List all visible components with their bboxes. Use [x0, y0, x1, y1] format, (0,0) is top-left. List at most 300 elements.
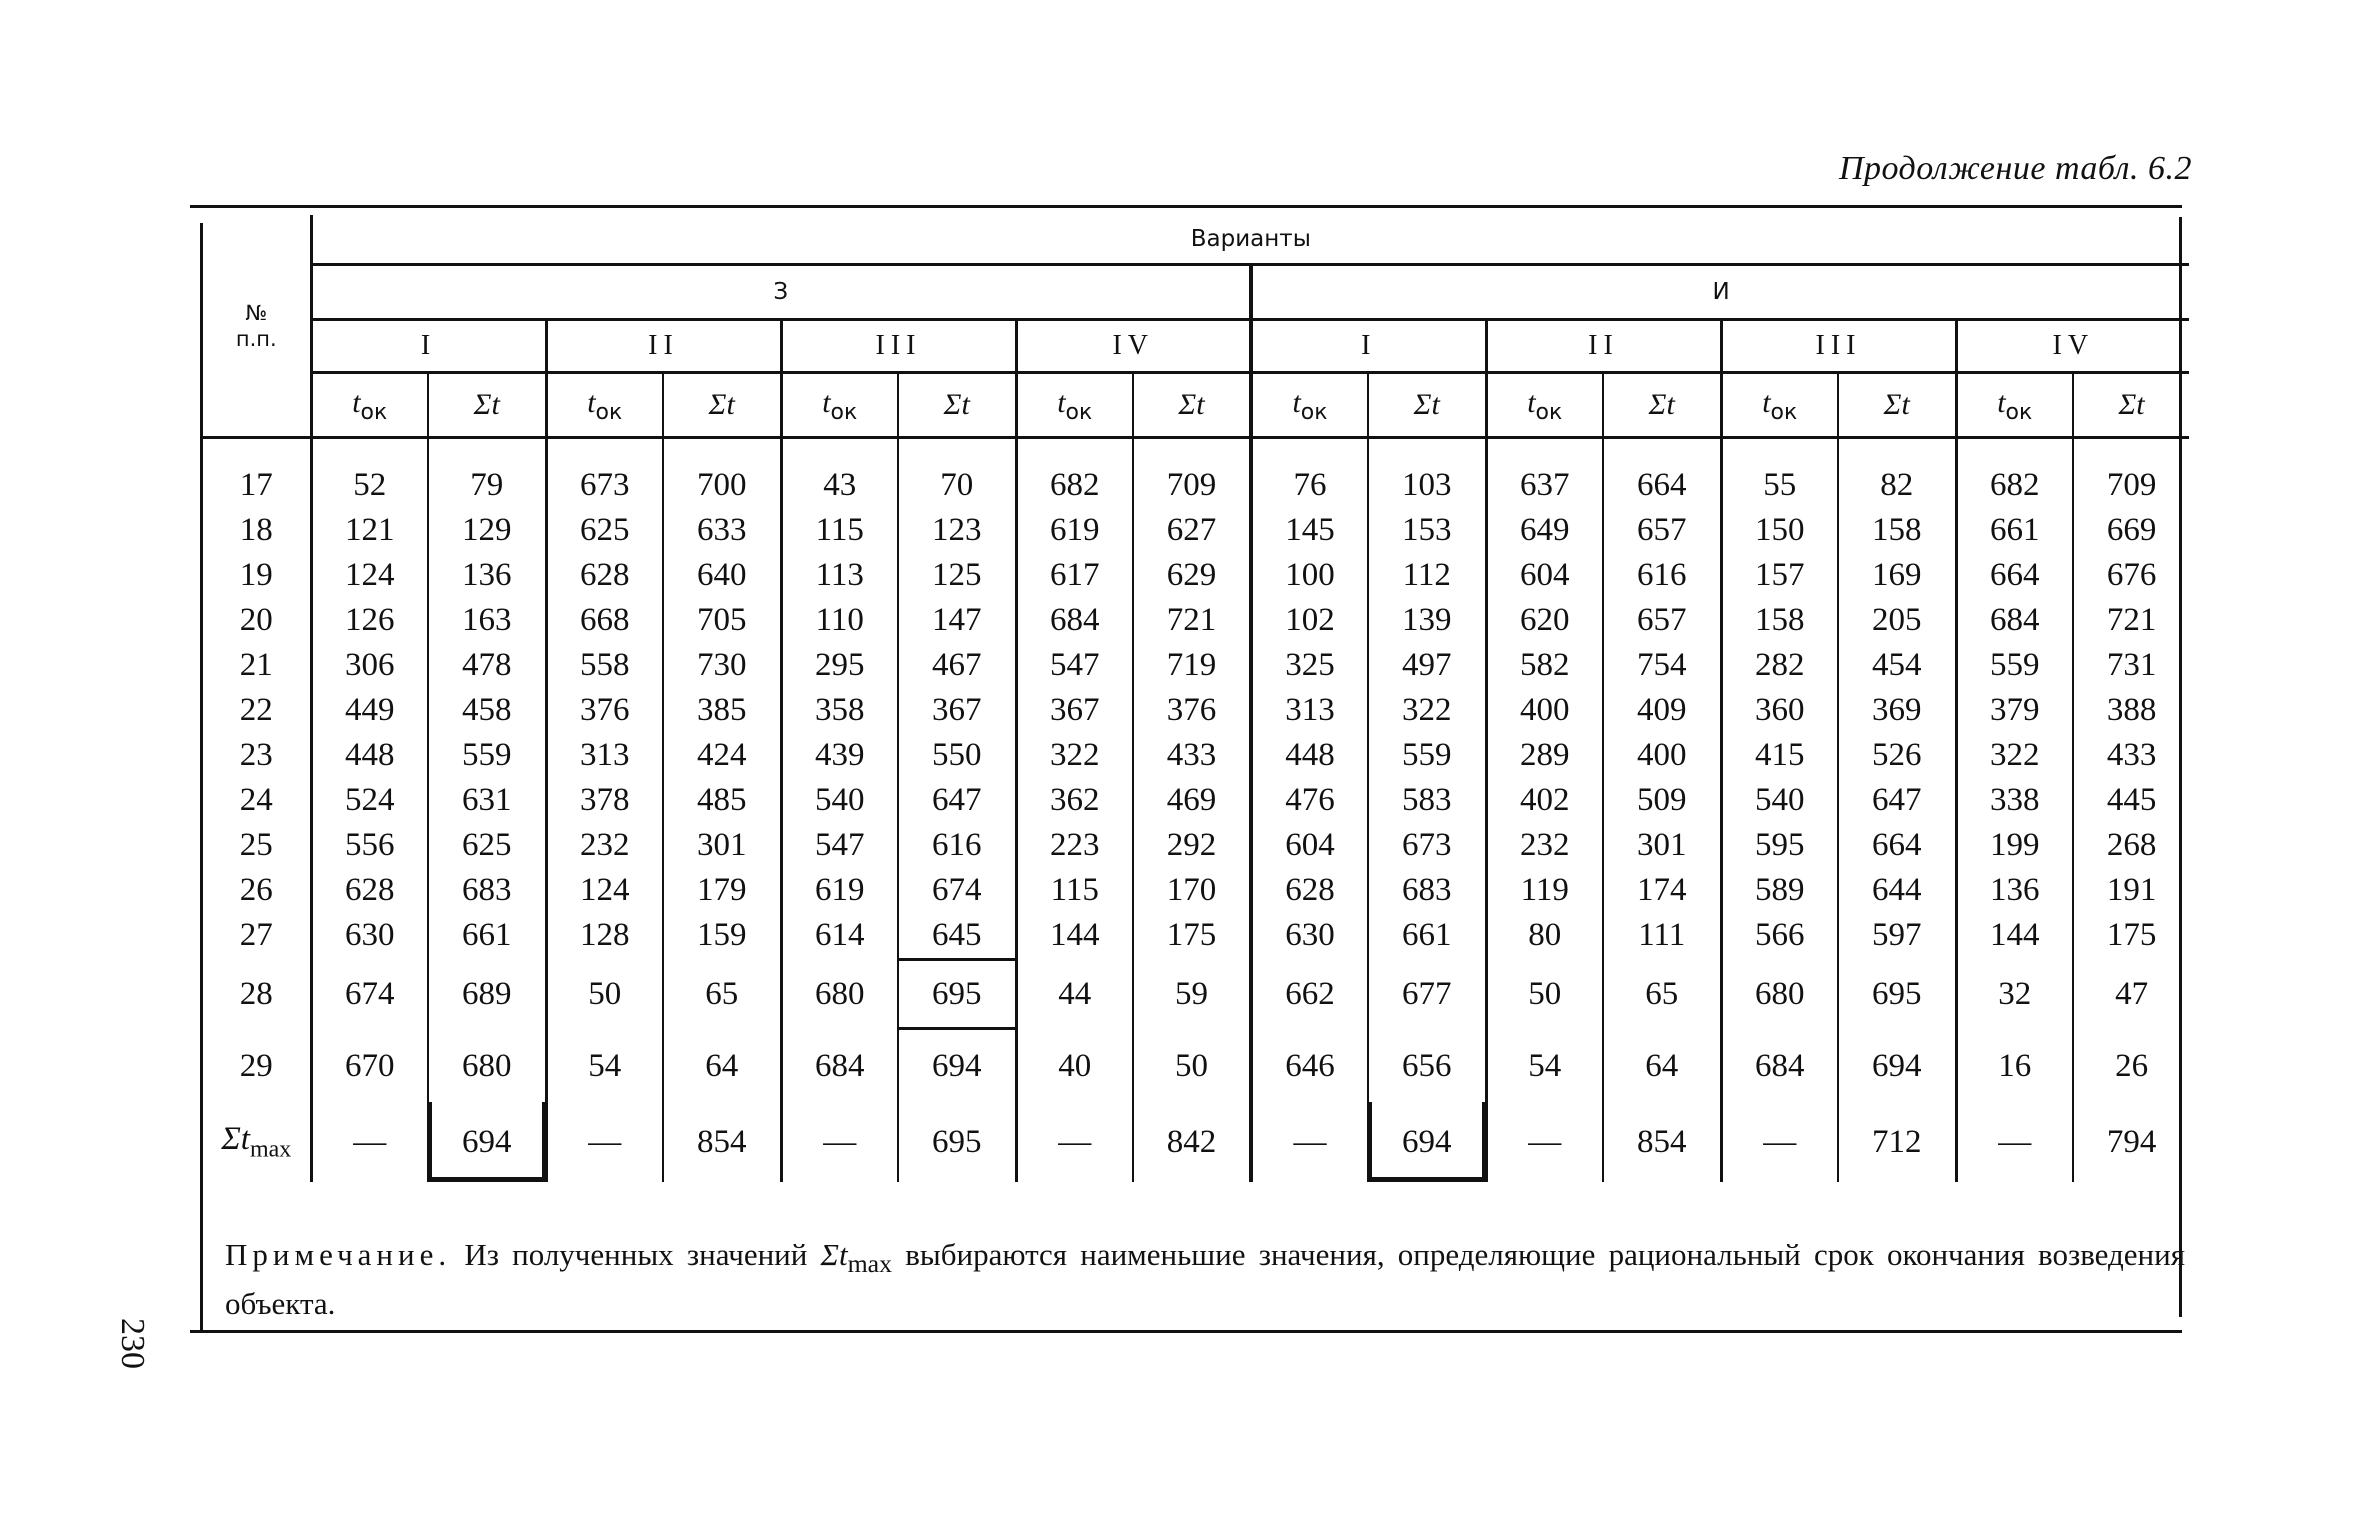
sum-max-symbol: Σt: [221, 1120, 250, 1157]
table-caption: Продолжение табл. 6.2: [1838, 150, 2192, 187]
table-cell: 604: [1251, 823, 1368, 868]
table-cell: 379: [1956, 688, 2073, 733]
col-header-sum-t: Σt: [1603, 373, 1721, 438]
col-header-sum-t: Σt: [1838, 373, 1956, 438]
note-symbol-sub: max: [847, 1249, 893, 1279]
table-cell: 695: [898, 958, 1016, 1030]
col-header-sum-t: Σt: [2073, 373, 2189, 438]
col-header-t-ok: [781, 373, 898, 438]
table-cell: 64: [1603, 1030, 1721, 1102]
table-cell: 301: [663, 823, 781, 868]
sum-max-cell: 854: [1603, 1102, 1721, 1182]
row-number: 28: [239, 975, 273, 1012]
table-cell: 485: [663, 778, 781, 823]
table-cell: 628: [311, 868, 428, 913]
table-cell: 424: [663, 733, 781, 778]
table-row: [203, 823, 2189, 868]
table-cell: 458: [428, 688, 546, 733]
table-cell: 325: [1251, 643, 1368, 688]
table-cell: 289: [1486, 733, 1603, 778]
table-cell: 595: [1721, 823, 1838, 868]
table-cell: 313: [546, 733, 663, 778]
table-cell: 448: [311, 733, 428, 778]
col-header-t-subscript: ок: [1300, 399, 1328, 425]
table-cell: 627: [1133, 508, 1251, 553]
table-cell: 415: [1721, 733, 1838, 778]
table-cell: 620: [1486, 598, 1603, 643]
table-cell: 637: [1486, 438, 1603, 509]
table-cell: 589: [1721, 868, 1838, 913]
table-cell: 360: [1721, 688, 1838, 733]
table-cell: 597: [1838, 913, 1956, 958]
table-cell: 709: [1133, 438, 1251, 509]
row-number: 19: [239, 557, 273, 593]
table-cell: 476: [1251, 778, 1368, 823]
table-cell: 709: [2073, 438, 2189, 509]
row-number: 24: [239, 782, 273, 818]
note-lead: Примечание.: [225, 1237, 452, 1272]
table-cell: 322: [1368, 688, 1486, 733]
table-cell: 338: [1956, 778, 2073, 823]
table-row: [203, 868, 2189, 913]
table-cell: 673: [1368, 823, 1486, 868]
col-header-t-subscript: ок: [360, 399, 388, 425]
table-cell: 400: [1486, 688, 1603, 733]
sum-max-cell: —: [1016, 1102, 1133, 1182]
table-cell: 128: [546, 913, 663, 958]
row-number: 17: [239, 467, 273, 503]
table-cell: 497: [1368, 643, 1486, 688]
table-cell: 661: [428, 913, 546, 958]
col-header-t-ok: [1486, 373, 1603, 438]
table-cell: 684: [1721, 1030, 1838, 1102]
sum-max-label: [203, 1102, 311, 1182]
table-cell: 583: [1368, 778, 1486, 823]
table-cell: 433: [2073, 733, 2189, 778]
table-cell: 668: [546, 598, 663, 643]
table-cell: 199: [1956, 823, 2073, 868]
table-cell: 657: [1603, 598, 1721, 643]
table-cell: 54: [1486, 1030, 1603, 1102]
table-cell: 282: [1721, 643, 1838, 688]
table-cell: 454: [1838, 643, 1956, 688]
table-cell: 385: [663, 688, 781, 733]
table-cell: 604: [1486, 553, 1603, 598]
table-cell: 50: [1133, 1030, 1251, 1102]
table-cell: 559: [428, 733, 546, 778]
table-cell: 115: [781, 508, 898, 553]
table-cell: 16: [1956, 1030, 2073, 1102]
table-cell: 647: [1838, 778, 1956, 823]
col-header-t-subscript: ок: [830, 399, 858, 425]
col-header-t-subscript: ок: [1770, 399, 1798, 425]
table-cell: 559: [1956, 643, 2073, 688]
col-header-sum-t: Σt: [1133, 373, 1251, 438]
table-row: [203, 508, 2189, 553]
bottom-rule: [190, 1330, 2182, 1333]
col-header-t-ok: [546, 373, 663, 438]
table-row: [203, 733, 2189, 778]
table-cell: 469: [1133, 778, 1251, 823]
table-cell: 388: [2073, 688, 2189, 733]
col-header-t-ok: [1721, 373, 1838, 438]
table-cell: 112: [1368, 553, 1486, 598]
table-cell: 32: [1956, 958, 2073, 1030]
table-cell: 439: [781, 733, 898, 778]
table-row: [203, 598, 2189, 643]
table-cell: 683: [1368, 868, 1486, 913]
table-cell: 153: [1368, 508, 1486, 553]
col-header-t-subscript: ок: [1065, 399, 1093, 425]
table-cell: 43: [781, 438, 898, 509]
row-number: 27: [239, 917, 273, 953]
table-cell: 157: [1721, 553, 1838, 598]
sum-max-cell: —: [1721, 1102, 1838, 1182]
col-header-t-symbol: t: [1762, 385, 1771, 419]
row-number: 26: [239, 872, 273, 908]
table-cell: 540: [781, 778, 898, 823]
table-cell: 448: [1251, 733, 1368, 778]
table-cell: 113: [781, 553, 898, 598]
table-cell: 119: [1486, 868, 1603, 913]
table-row: [203, 1030, 2189, 1102]
table-cell: 79: [428, 438, 546, 509]
table-cell: 689: [428, 958, 546, 1030]
row-number: 21: [239, 647, 273, 683]
table-row: [203, 643, 2189, 688]
top-rule: [190, 205, 2182, 208]
subvariant-header: III: [1721, 320, 1956, 373]
col-header-t-symbol: t: [587, 385, 596, 419]
row-number: 22: [239, 692, 273, 728]
table-cell: 559: [1368, 733, 1486, 778]
table-cell: 400: [1603, 733, 1721, 778]
table-cell: 676: [2073, 553, 2189, 598]
table-cell: 124: [546, 868, 663, 913]
table-cell: 630: [311, 913, 428, 958]
table-cell: 50: [1486, 958, 1603, 1030]
data-table: [203, 215, 2189, 1182]
sum-max-cell: 842: [1133, 1102, 1251, 1182]
table-row: [203, 958, 2189, 1030]
table-cell: 80: [1486, 913, 1603, 958]
note-symbol: Σt: [820, 1237, 848, 1272]
table-cell: 144: [1016, 913, 1133, 958]
table-cell: 102: [1251, 598, 1368, 643]
table-cell: 646: [1251, 1030, 1368, 1102]
table-cell: 179: [663, 868, 781, 913]
table-cell: 268: [2073, 823, 2189, 868]
table-cell: 124: [311, 553, 428, 598]
table-cell: 175: [2073, 913, 2189, 958]
table-cell: 478: [428, 643, 546, 688]
table-cell: 136: [1956, 868, 2073, 913]
table-cell: 625: [428, 823, 546, 868]
table-cell: 111: [1603, 913, 1721, 958]
table-cell: 292: [1133, 823, 1251, 868]
table-cell: 123: [898, 508, 1016, 553]
table-cell: 100: [1251, 553, 1368, 598]
table-cell: 433: [1133, 733, 1251, 778]
table-cell: 640: [663, 553, 781, 598]
col-header-sum-t: Σt: [1368, 373, 1486, 438]
row-number-label: № п.п.: [235, 300, 277, 351]
col-header-t-ok: [311, 373, 428, 438]
sum-max-cell: —: [781, 1102, 898, 1182]
table-cell: 566: [1721, 913, 1838, 958]
table-cell: 677: [1368, 958, 1486, 1030]
note-text-1: Из полученных значений: [451, 1237, 821, 1272]
table-cell: 169: [1838, 553, 1956, 598]
sum-max-cell: 694: [428, 1102, 546, 1182]
table-cell: 721: [2073, 598, 2189, 643]
table-cell: 694: [898, 1030, 1016, 1102]
table-cell: 301: [1603, 823, 1721, 868]
table-cell: 680: [1721, 958, 1838, 1030]
table-cell: 664: [1838, 823, 1956, 868]
table-cell: 616: [898, 823, 1016, 868]
table-cell: 65: [663, 958, 781, 1030]
col-header-t-symbol: t: [1997, 385, 2006, 419]
table-cell: 402: [1486, 778, 1603, 823]
table-cell: 661: [1368, 913, 1486, 958]
table-cell: 683: [428, 868, 546, 913]
table-row: [203, 778, 2189, 823]
table-cell: 367: [1016, 688, 1133, 733]
table-cell: 144: [1956, 913, 2073, 958]
sum-max-cell: 712: [1838, 1102, 1956, 1182]
table-cell: 664: [1956, 553, 2073, 598]
table-cell: 680: [428, 1030, 546, 1102]
col-header-t-ok: [1251, 373, 1368, 438]
table-cell: 631: [428, 778, 546, 823]
table-cell: 52: [311, 438, 428, 509]
col-header-t-ok: [1956, 373, 2073, 438]
table-cell: 526: [1838, 733, 1956, 778]
table-cell: 617: [1016, 553, 1133, 598]
table-cell: 55: [1721, 438, 1838, 509]
table-cell: 547: [1016, 643, 1133, 688]
table-cell: 540: [1721, 778, 1838, 823]
table-cell: 59: [1133, 958, 1251, 1030]
table-cell: 524: [311, 778, 428, 823]
table-cell: 625: [546, 508, 663, 553]
table-cell: 139: [1368, 598, 1486, 643]
table-cell: 556: [311, 823, 428, 868]
col-header-t-subscript: ок: [1535, 399, 1563, 425]
table-cell: 369: [1838, 688, 1956, 733]
table-cell: 629: [1133, 553, 1251, 598]
table-cell: 115: [1016, 868, 1133, 913]
table-cell: 673: [546, 438, 663, 509]
table-cell: 657: [1603, 508, 1721, 553]
sum-max-cell: —: [1956, 1102, 2073, 1182]
table-cell: 445: [2073, 778, 2189, 823]
table-cell: 649: [1486, 508, 1603, 553]
table-cell: 619: [1016, 508, 1133, 553]
col-header-t-symbol: t: [352, 385, 361, 419]
col-header-sum-t: Σt: [428, 373, 546, 438]
subvariant-header: I: [311, 320, 546, 373]
table-cell: 684: [1956, 598, 2073, 643]
table-cell: 684: [781, 1030, 898, 1102]
table-cell: 175: [1133, 913, 1251, 958]
table-cell: 628: [546, 553, 663, 598]
table-cell: 682: [1016, 438, 1133, 509]
row-number: 20: [239, 602, 273, 638]
table-cell: 662: [1251, 958, 1368, 1030]
table-frame: [190, 205, 2185, 1333]
table-cell: 40: [1016, 1030, 1133, 1102]
table-row: [203, 688, 2189, 733]
table-cell: 656: [1368, 1030, 1486, 1102]
note-text-2: выбираются наименьшие значения, определяющие рациональный срок окончания возведения объекта.: [225, 1237, 2185, 1322]
row-number: 18: [239, 512, 273, 548]
table-cell: 674: [898, 868, 1016, 913]
table-cell: 409: [1603, 688, 1721, 733]
table-cell: 129: [428, 508, 546, 553]
table-cell: 70: [898, 438, 1016, 509]
table-cell: 159: [663, 913, 781, 958]
table-cell: 730: [663, 643, 781, 688]
subvariant-header: IV: [1016, 320, 1251, 373]
table-cell: 645: [898, 913, 1016, 958]
table-cell: 674: [311, 958, 428, 1030]
table-cell: 669: [2073, 508, 2189, 553]
table-cell: 684: [1016, 598, 1133, 643]
table-cell: 205: [1838, 598, 1956, 643]
table-cell: 76: [1251, 438, 1368, 509]
table-cell: 644: [1838, 868, 1956, 913]
table-cell: 376: [546, 688, 663, 733]
table-note: [225, 1235, 2185, 1324]
table-cell: 145: [1251, 508, 1368, 553]
table-cell: 630: [1251, 913, 1368, 958]
table-cell: 158: [1721, 598, 1838, 643]
col-header-t-symbol: t: [1057, 385, 1066, 419]
row-number-header: [203, 215, 311, 438]
table-cell: 376: [1133, 688, 1251, 733]
table-cell: 694: [1838, 1030, 1956, 1102]
page-number: 230: [114, 1318, 151, 1369]
group-header-z: З: [311, 265, 1251, 320]
table-cell: 661: [1956, 508, 2073, 553]
table-cell: 322: [1956, 733, 2073, 778]
table-cell: 103: [1368, 438, 1486, 509]
sum-max-cell: —: [546, 1102, 663, 1182]
table-cell: 82: [1838, 438, 1956, 509]
table-cell: 378: [546, 778, 663, 823]
col-header-sum-t: Σt: [663, 373, 781, 438]
table-row: [203, 553, 2189, 598]
subvariant-header: II: [546, 320, 781, 373]
table-cell: 670: [311, 1030, 428, 1102]
table-cell: 322: [1016, 733, 1133, 778]
table-cell: 125: [898, 553, 1016, 598]
col-header-t-subscript: ок: [2005, 399, 2033, 425]
table-cell: 547: [781, 823, 898, 868]
table-cell: 719: [1133, 643, 1251, 688]
table-cell: 191: [2073, 868, 2189, 913]
table-cell: 158: [1838, 508, 1956, 553]
table-cell: 170: [1133, 868, 1251, 913]
table-cell: 509: [1603, 778, 1721, 823]
sum-max-cell: —: [1486, 1102, 1603, 1182]
sum-max-cell: 694: [1368, 1102, 1486, 1182]
table-cell: 232: [546, 823, 663, 868]
table-cell: 362: [1016, 778, 1133, 823]
table-cell: 633: [663, 508, 781, 553]
table-cell: 54: [546, 1030, 663, 1102]
col-header-t-symbol: t: [1292, 385, 1301, 419]
table-cell: 313: [1251, 688, 1368, 733]
table-cell: 44: [1016, 958, 1133, 1030]
sum-max-subscript: max: [249, 1136, 292, 1163]
table-cell: 306: [311, 643, 428, 688]
table-cell: 558: [546, 643, 663, 688]
table-cell: 136: [428, 553, 546, 598]
table-cell: 174: [1603, 868, 1721, 913]
table-cell: 582: [1486, 643, 1603, 688]
row-number: 23: [239, 737, 273, 773]
table-cell: 358: [781, 688, 898, 733]
sum-max-cell: 794: [2073, 1102, 2189, 1182]
col-header-t-symbol: t: [822, 385, 831, 419]
row-number: 25: [239, 827, 273, 863]
row-number: 29: [239, 1047, 273, 1084]
variants-header: Варианты: [311, 215, 2189, 265]
table-cell: 754: [1603, 643, 1721, 688]
table-cell: 47: [2073, 958, 2189, 1030]
sum-max-cell: 854: [663, 1102, 781, 1182]
group-header-i: И: [1251, 265, 2189, 320]
table-cell: 695: [1838, 958, 1956, 1030]
col-header-t-subscript: ок: [595, 399, 623, 425]
table-cell: 550: [898, 733, 1016, 778]
table-cell: 64: [663, 1030, 781, 1102]
table-cell: 367: [898, 688, 1016, 733]
table-row: [203, 438, 2189, 509]
table-cell: 705: [663, 598, 781, 643]
table-cell: 664: [1603, 438, 1721, 509]
subvariant-header: II: [1486, 320, 1721, 373]
table-cell: 721: [1133, 598, 1251, 643]
table-cell: 65: [1603, 958, 1721, 1030]
table-cell: 616: [1603, 553, 1721, 598]
sum-max-row: [203, 1102, 2189, 1182]
table-cell: 121: [311, 508, 428, 553]
table-cell: 700: [663, 438, 781, 509]
table-cell: 26: [2073, 1030, 2189, 1102]
sum-max-cell: 695: [898, 1102, 1016, 1182]
table-cell: 628: [1251, 868, 1368, 913]
table-cell: 110: [781, 598, 898, 643]
table-cell: 232: [1486, 823, 1603, 868]
table-cell: 50: [546, 958, 663, 1030]
table-cell: 731: [2073, 643, 2189, 688]
table-cell: 295: [781, 643, 898, 688]
table-cell: 680: [781, 958, 898, 1030]
table-cell: 223: [1016, 823, 1133, 868]
table-cell: 163: [428, 598, 546, 643]
subvariant-header: I: [1251, 320, 1486, 373]
subvariant-header: IV: [1956, 320, 2189, 373]
col-header-t-ok: [1016, 373, 1133, 438]
table-cell: 147: [898, 598, 1016, 643]
sum-max-cell: —: [1251, 1102, 1368, 1182]
col-header-t-symbol: t: [1527, 385, 1536, 419]
table-cell: 449: [311, 688, 428, 733]
